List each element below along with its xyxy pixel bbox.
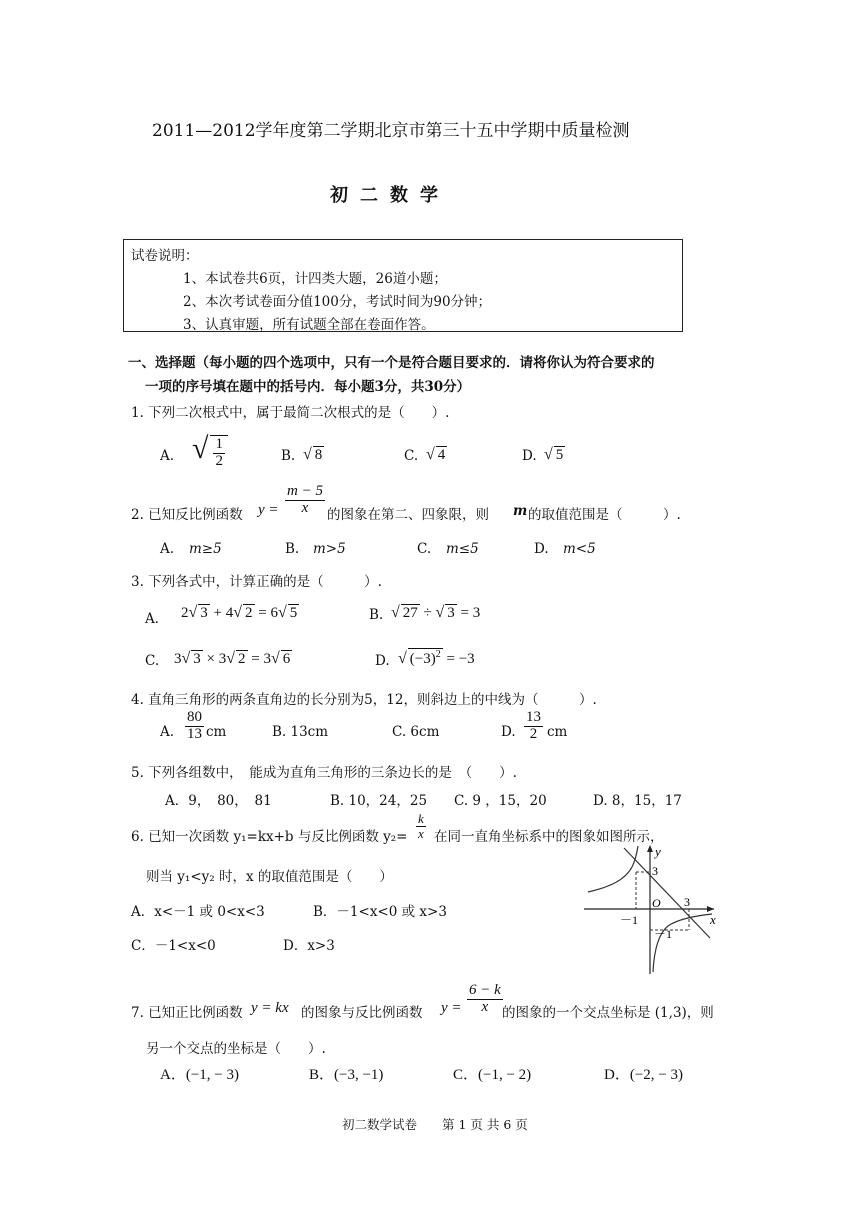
graph-y-label: y <box>655 844 661 859</box>
q7-stem-line2: 另一个交点的坐标是（ ）. <box>146 1041 326 1057</box>
q6-option-b: B．－1<x<0 或 x>3 <box>313 904 447 920</box>
graph-tick-y-minus1: －1 <box>654 927 673 941</box>
q3-option-b-expr: √ 27 ÷ √ 3 = 3 <box>391 604 481 621</box>
q2-stem-suffix-1: 的图象在第二、四象限，则 <box>327 507 489 523</box>
q1-option-c-expr: √ 4 <box>426 446 446 463</box>
q4-option-a-label: A. <box>160 724 175 740</box>
q4-option-c: C. 6cm <box>392 724 440 740</box>
q4-stem: 4. 直角三角形的两条直角边的长分别为5，12，则斜边上的中线为（ ）. <box>131 692 597 708</box>
q4-option-a-unit: cm <box>206 724 227 740</box>
q6-option-d: D．x>3 <box>283 938 335 954</box>
q4-option-d-label: D. <box>501 724 516 740</box>
q2-option-a-label: A. <box>160 541 175 557</box>
graph-tick-x-minus1: －1 <box>620 913 639 927</box>
q2-option-d-label: D. <box>534 541 549 557</box>
q4-option-a-fraction: $\frac{80}{13}$ <box>187 709 202 742</box>
q1-option-a-expr: √ $\frac{1}{2}$ <box>192 430 230 470</box>
q5-option-b: B. 10，24，25 <box>330 793 428 809</box>
y-axis-arrow <box>647 845 653 852</box>
page-footer: 初二数学试卷 第 1 页 共 6 页 <box>342 1117 528 1132</box>
q3-stem: 3. 下列各式中，计算正确的是（ ）. <box>131 574 382 590</box>
q1-option-d-expr: √ 5 <box>544 446 564 463</box>
q3-option-c-label: C. <box>145 653 160 669</box>
graph-x-label: x <box>710 912 716 927</box>
notice-item-2: 2、本次考试卷面分值100分，考试时间为90分钟； <box>183 294 492 310</box>
q5-stem: 5. 下列各组数中， 能成为直角三角形的三条边长的是 （ ）. <box>131 765 517 781</box>
q4-option-d-unit: cm <box>547 724 568 740</box>
q3-option-a-expr: 2√ 3 + 4√ 2 = 6√ 5 <box>181 604 298 621</box>
notice-heading: 试卷说明： <box>131 248 199 264</box>
q2-option-d-value: m<5 <box>563 541 596 557</box>
section1-heading-line1: 一、选择题（每小题的四个选项中，只有一个是符合题目要求的．请将你认为符合要求的 <box>128 355 655 371</box>
q3-option-d-expr: √ $(-3)^2 = -3$ <box>398 649 475 667</box>
q7-eq-label: y = <box>441 1000 462 1016</box>
q4-option-b: B. 13cm <box>272 724 329 740</box>
q7-stem-middle: 的图象与反比例函数 <box>301 1005 423 1021</box>
q7-option-d: D．(−2, − 3) <box>604 1067 683 1083</box>
q1-option-b-expr: √ 8 <box>303 446 323 463</box>
q6-stem-prefix: 6. 已知一次函数 y₁=kx+b 与反比例函数 y₂= <box>131 829 408 845</box>
q3-option-a-label: A． <box>145 611 169 627</box>
q2-stem-suffix-2: 的取值范围是（ ）. <box>528 507 681 523</box>
q7-option-b: B．(−3, −1) <box>309 1067 384 1083</box>
q7-option-c: C．(−1, − 2) <box>453 1067 532 1083</box>
q3-option-d-label: D. <box>375 653 390 669</box>
q2-option-c-value: m≤5 <box>446 541 479 557</box>
q5-option-d: D. 8，15，17 <box>593 793 682 809</box>
graph-origin-label: O <box>652 896 661 910</box>
q3-option-c-expr: 3√ 3 × 3√ 2 = 3√ 6 <box>174 650 291 667</box>
q6-option-c: C．－1<x<0 <box>131 938 216 954</box>
page-subtitle: 初二数学 <box>330 185 450 206</box>
notice-item-3: 3、认真审题，所有试题全部在卷面作答。 <box>183 317 435 333</box>
q1-option-d-label: D. <box>522 448 537 464</box>
page-title: 2011—2012学年度第二学期北京市第三十五中学期中质量检测 <box>152 121 630 141</box>
q6-option-a: A．x<－1 或 0<x<3 <box>131 904 265 920</box>
q2-option-a-value: m≥5 <box>189 541 222 557</box>
hyperbola-branch-right <box>653 914 712 972</box>
graph-tick-x3: 3 <box>684 895 690 909</box>
q7-stem-prefix: 7. 已知正比例函数 <box>131 1005 243 1021</box>
q7-option-a: A．(−1, − 3) <box>160 1067 239 1083</box>
q5-option-a: A．9， 80， 81 <box>165 793 272 809</box>
q2-fraction: $\frac{m - 5}{x}$ <box>287 483 323 516</box>
notice-item-1: 1、本试卷共6页，计四类大题，26道小题； <box>183 271 447 287</box>
q2-option-c-label: C. <box>417 541 432 557</box>
hyperbola-branch-left <box>588 846 638 892</box>
q2-eq-label: y = <box>258 502 279 518</box>
section1-heading-line2: 一项的序号填在题中的括号内．每小题3分，共30分） <box>145 379 471 395</box>
q1-stem: 1. 下列二次根式中，属于最简二次根式的是（ ）. <box>131 405 450 421</box>
q7-fraction: $\frac{6 - k}{x}$ <box>469 982 501 1015</box>
q6-stem-line2: 则当 y₁<y₂ 时，x 的取值范围是（ ） <box>146 869 393 885</box>
q2-stem-prefix: 2. 已知反比例函数 <box>131 507 243 523</box>
graph-tick-y3: 3 <box>652 864 658 878</box>
q7-direct-proportion: y = kx <box>251 1000 289 1016</box>
q2-variable-m: m <box>513 503 528 519</box>
q3-option-b-label: B. <box>369 607 384 623</box>
q4-option-d-fraction: $\frac{13}{2}$ <box>526 709 541 742</box>
q1-option-c-label: C. <box>404 448 419 464</box>
q6-function-graph <box>580 842 720 977</box>
q5-option-c: C. 9 ，15，20 <box>454 793 547 809</box>
q6-stem-suffix: 在同一直角坐标系中的图象如图所示， <box>434 829 664 845</box>
q1-option-b-label: B. <box>281 448 296 464</box>
q1-option-a-label: A. <box>160 448 175 464</box>
q2-option-b-label: B. <box>285 541 300 557</box>
q6-fraction: $\frac{k}{x}$ <box>418 811 424 841</box>
q2-option-b-value: m>5 <box>313 541 346 557</box>
q7-stem-suffix: 的图象的一个交点坐标是 (1,3)，则 <box>502 1005 714 1021</box>
